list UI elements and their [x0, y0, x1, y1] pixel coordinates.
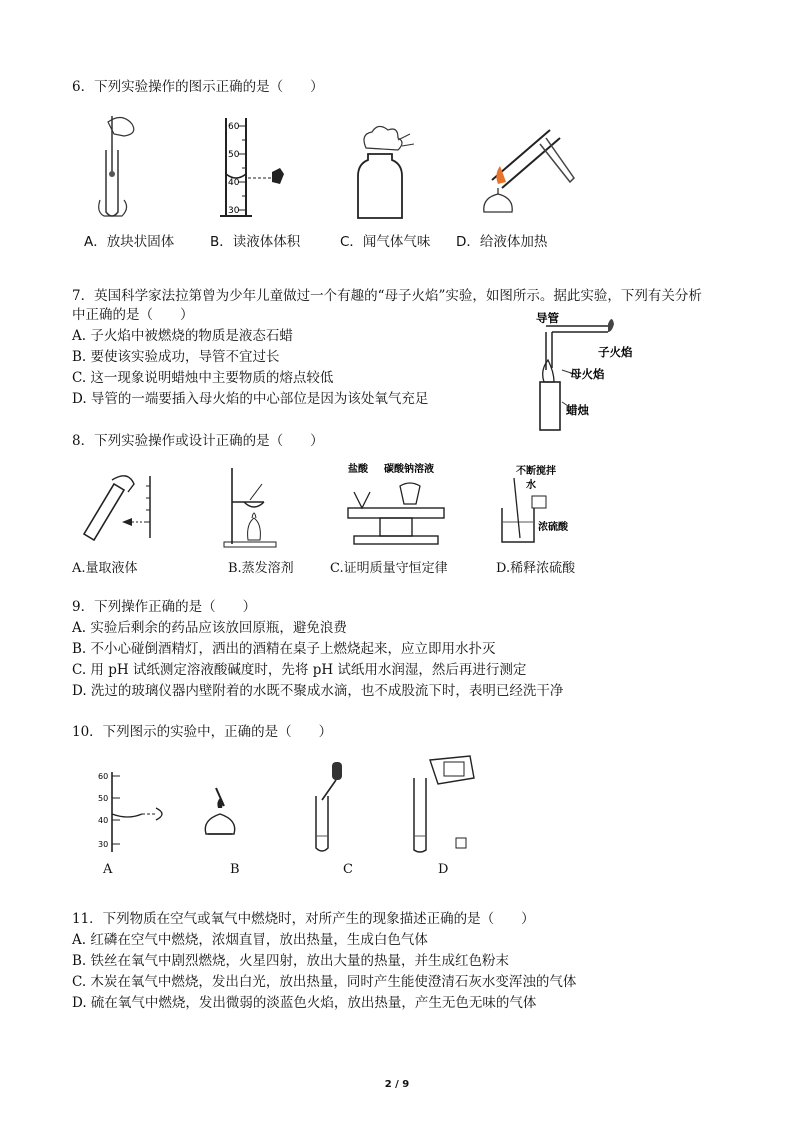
q6-figure-a-test-tube-solid	[94, 112, 144, 224]
q8-option-b: B.蒸发溶剂	[228, 561, 294, 576]
q6-figure-b-measuring-cylinder	[210, 112, 300, 222]
q9-option-a: A. 实验后剩余的药品应该放回原瓶，避免浪费	[72, 620, 347, 636]
q11-stem: 11．下列物质在空气或氧气中燃烧时，对所产生的现象描述正确的是（ ）	[72, 911, 535, 927]
q10-option-b: B	[230, 862, 240, 877]
q10-figure-b-alcohol-lamp	[198, 778, 242, 848]
q8-label-stir: 不断搅拌	[516, 466, 556, 477]
q8-figure-b-evaporation	[222, 462, 282, 548]
q10-option-d: D	[438, 862, 449, 877]
q6-option-a: A．放块状固体	[84, 234, 175, 250]
q7-label-mother-flame: 母火焰	[570, 367, 605, 381]
q7-option-b: B. 要使该实验成功，导管不宜过长	[72, 349, 280, 365]
q7-label-child-flame: 子火焰	[598, 345, 633, 359]
q6-option-d: D．给液体加热	[456, 234, 548, 250]
q7-stem-line1: 7．英国科学家法拉第曾为少年儿童做过一个有趣的“母子火焰”实验，如图所示。据此实验，下列有关分析	[72, 288, 702, 304]
q8-label-water: 水	[526, 480, 536, 491]
q9-option-c: C. 用 pH 试纸测定溶液酸碱度时，先将 pH 试纸用水润湿，然后再进行测定	[72, 662, 527, 678]
q8-label-carbonate: 碳酸钠溶液	[384, 464, 434, 475]
q10-figure-c-dropper	[306, 760, 352, 856]
q9-stem: 9．下列操作正确的是（ ）	[72, 599, 257, 615]
q8-stem: 8．下列实验操作或设计正确的是（ ）	[72, 433, 324, 449]
q11-option-a: A. 红磷在空气中燃烧，浓烟直冒，放出热量，生成白色气体	[72, 932, 428, 948]
q10-stem: 10．下列图示的实验中，正确的是（ ）	[72, 724, 333, 740]
q7-option-c: C. 这一现象说明蜡烛中主要物质的熔点较低	[72, 370, 334, 386]
q8-option-c: C.证明质量守恒定律	[330, 561, 448, 576]
q10-tick-40: 40	[98, 816, 109, 825]
q6-option-c: C．闻气体气味	[340, 234, 431, 250]
q8-figure-a-measuring	[72, 462, 168, 548]
q6-figure-d-heating-liquid	[474, 118, 584, 224]
q8-option-d: D.稀释浓硫酸	[496, 561, 576, 576]
q8-figure-d-dilution	[496, 462, 576, 548]
q11-option-b: B. 铁丝在氧气中剧烈燃烧，火星四射，放出大量的热量，并生成红色粉末	[72, 953, 510, 969]
page-number: 2 / 9	[384, 1079, 410, 1090]
q10-option-a: A	[103, 862, 113, 877]
q8-label-acid: 盐酸	[348, 464, 368, 475]
q10-figure-d-pouring	[404, 754, 484, 856]
q11-option-c: C. 木炭在氧气中燃烧，发出白光，放出热量，同时产生能使澄清石灰水变浑浊的气体	[72, 974, 577, 990]
q7-option-d: D. 导管的一端要插入母火焰的中心部位是因为该处氧气充足	[72, 391, 429, 407]
q9-option-d: D. 洗过的玻璃仪器内壁附着的水既不聚成水滴，也不成股流下时，表明已经洗干净	[72, 683, 564, 699]
q10-option-c: C	[343, 862, 353, 877]
q6-option-b: B．读液体体积	[210, 234, 301, 250]
q8-option-a: A.量取液体	[72, 561, 138, 576]
q6-tick-40: 40	[228, 178, 240, 188]
q7-label-tube: 导管	[536, 311, 559, 325]
q10-tick-60: 60	[98, 772, 109, 781]
q9-option-b: B. 不小心碰倒酒精灯，洒出的酒精在桌子上燃烧起来，应立即用水扑灭	[72, 641, 496, 657]
q8-label-conc-acid: 浓硫酸	[538, 522, 568, 533]
q6-tick-60: 60	[228, 122, 240, 132]
q11-option-d: D. 硫在氧气中燃烧，发出微弱的淡蓝色火焰，放出热量，产生无色无味的气体	[72, 995, 537, 1011]
q6-tick-50: 50	[228, 150, 240, 160]
q7-figure-candle	[528, 310, 658, 432]
q10-tick-50: 50	[98, 794, 109, 803]
q6-figure-c-gas-bottle	[350, 120, 420, 220]
q7-label-candle: 蜡烛	[566, 403, 589, 417]
q10-tick-30: 30	[98, 840, 109, 849]
q10-figure-a-cylinder	[88, 770, 178, 856]
q7-stem-line2: 中正确的是（ ）	[72, 307, 194, 323]
q6-stem: 6．下列实验操作的图示正确的是（ ）	[72, 79, 324, 95]
q7-option-a: A. 子火焰中被燃烧的物质是液态石蜡	[72, 328, 293, 344]
q6-tick-30: 30	[228, 206, 240, 216]
q8-figure-c-balance	[340, 462, 452, 548]
